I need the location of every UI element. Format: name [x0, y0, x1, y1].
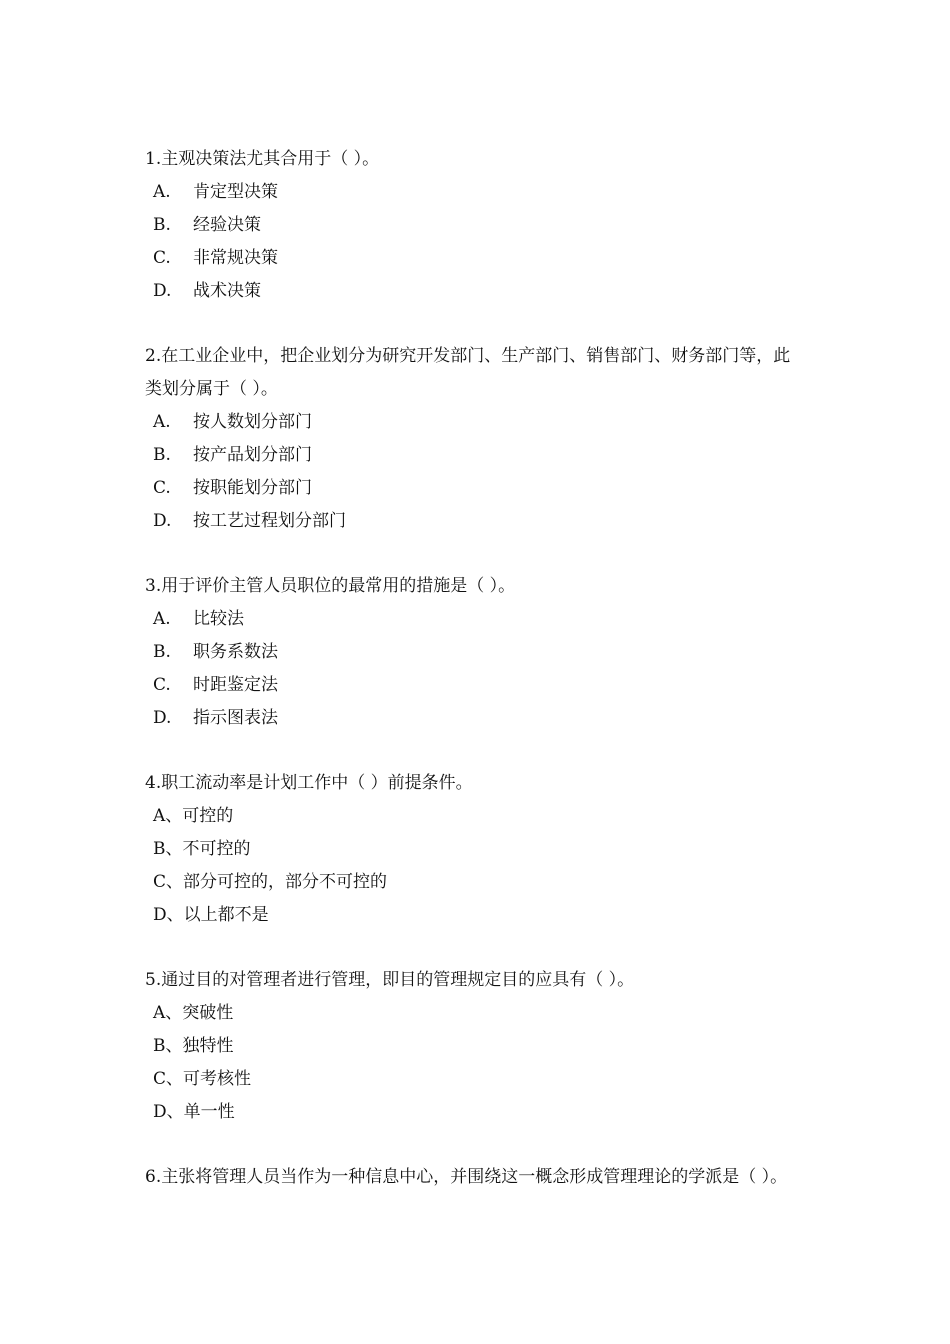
option-c: C、部分可控的，部分不可控的	[153, 872, 388, 892]
option-letter: C.	[153, 248, 171, 268]
question-5	[145, 964, 805, 1129]
option-b	[145, 439, 805, 472]
option-b: B、不可控的	[153, 839, 251, 859]
option-a	[145, 406, 805, 439]
option-d	[145, 275, 805, 308]
option-a	[145, 176, 805, 209]
question-2	[145, 340, 805, 538]
option-d	[145, 702, 805, 735]
option-letter: B.	[153, 215, 171, 235]
question-stem: 6.主张将管理人员当作为一种信息中心，并围绕这一概念形成管理理论的学派是（ ）。	[145, 1167, 788, 1187]
option-letter: C.	[153, 675, 171, 695]
option-text: 经验决策	[193, 215, 261, 235]
option-text: 职务系数法	[193, 642, 278, 662]
option-c	[145, 242, 805, 275]
question-stem: 2.在工业企业中，把企业划分为研究开发部门、生产部门、销售部门、财务部门等，此类划分属于（ ）。	[145, 346, 791, 399]
option-text: 按人数划分部门	[193, 412, 312, 432]
option-text: 时距鉴定法	[193, 675, 278, 695]
option-a: A、可控的	[153, 806, 234, 826]
option-letter: D.	[153, 511, 172, 531]
question-4	[145, 767, 805, 932]
question-1	[145, 143, 805, 308]
option-text: 战术决策	[193, 281, 261, 301]
option-letter: A.	[153, 609, 171, 629]
option-b	[145, 636, 805, 669]
question-stem: 1.主观决策法尤其合用于（ ）。	[145, 149, 380, 169]
option-text: 比较法	[193, 609, 244, 629]
option-letter: D.	[153, 708, 172, 728]
question-3	[145, 570, 805, 735]
option-c	[145, 472, 805, 505]
option-text: 按工艺过程划分部门	[193, 511, 346, 531]
option-b	[145, 209, 805, 242]
option-letter: A.	[153, 182, 171, 202]
option-d	[145, 505, 805, 538]
option-text: 按职能划分部门	[193, 478, 312, 498]
question-6	[145, 1161, 805, 1194]
option-a	[145, 603, 805, 636]
option-text: 按产品划分部门	[193, 445, 312, 465]
option-c	[145, 669, 805, 702]
option-letter: C.	[153, 478, 171, 498]
option-text: 肯定型决策	[193, 182, 278, 202]
option-letter: A.	[153, 412, 171, 432]
option-d: D、单一性	[153, 1102, 235, 1122]
question-stem: 3.用于评价主管人员职位的最常用的措施是（ ）。	[145, 576, 516, 596]
option-d: D、以上都不是	[153, 905, 269, 925]
option-letter: B.	[153, 642, 171, 662]
option-b: B、独特性	[153, 1036, 234, 1056]
option-letter: B.	[153, 445, 171, 465]
option-c: C、可考核性	[153, 1069, 252, 1089]
question-stem: 4.职工流动率是计划工作中（ ）前提条件。	[145, 773, 473, 793]
option-letter: D.	[153, 281, 172, 301]
option-a: A、突破性	[153, 1003, 234, 1023]
option-text: 非常规决策	[193, 248, 278, 268]
option-text: 指示图表法	[193, 708, 278, 728]
question-stem: 5.通过目的对管理者进行管理，即目的管理规定目的应具有（ ）。	[145, 970, 635, 990]
